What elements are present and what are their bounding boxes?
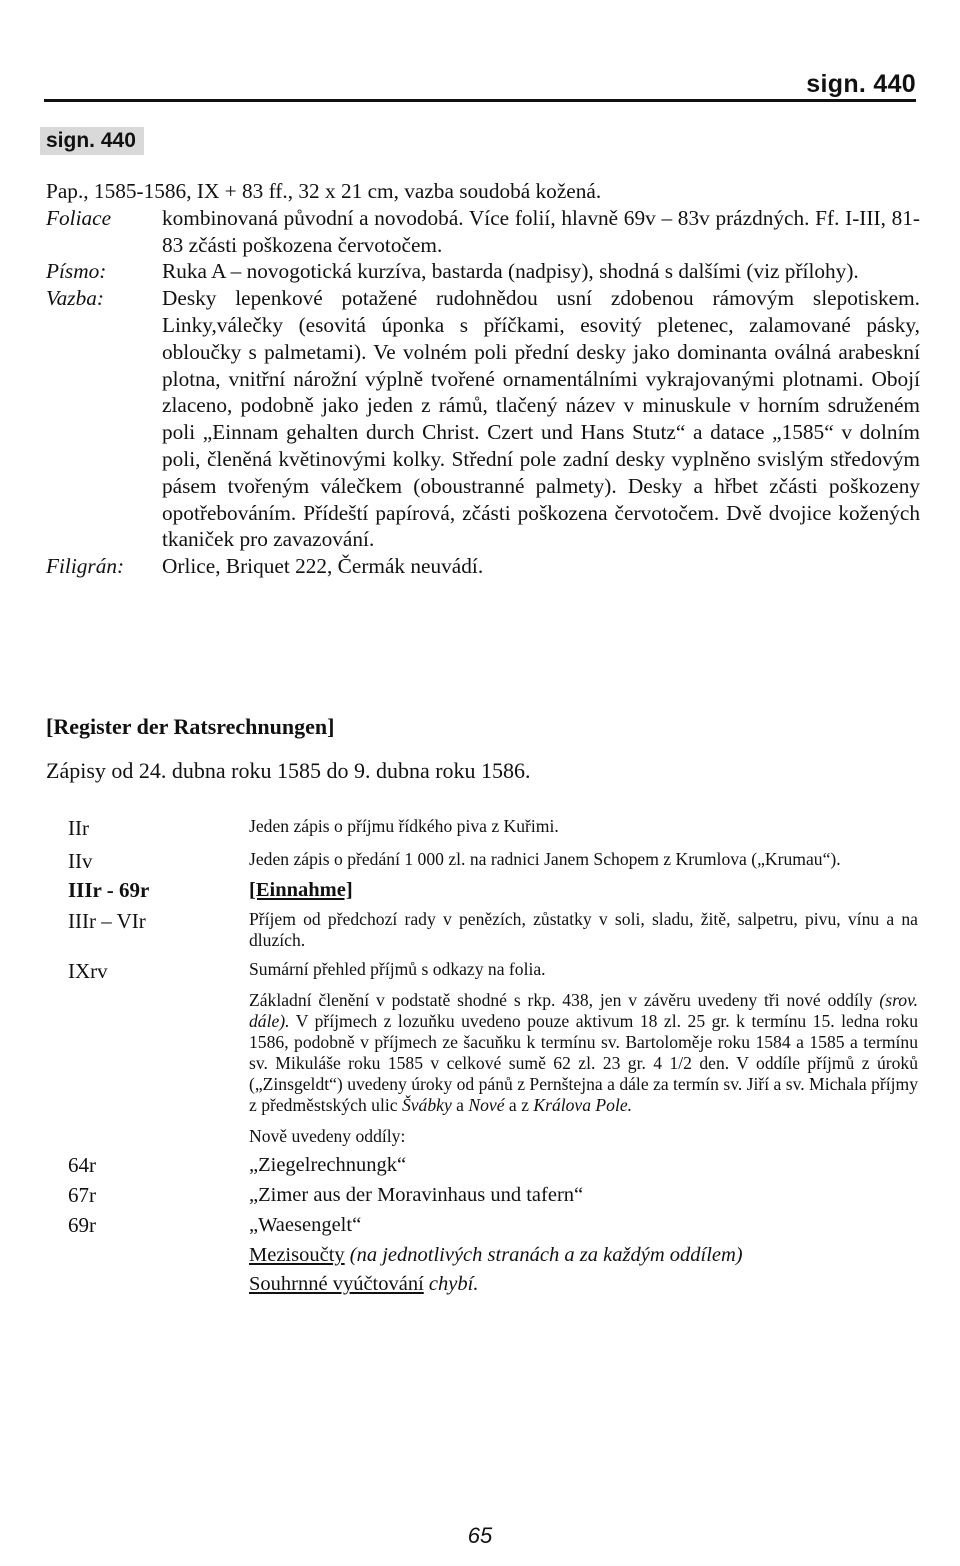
subtotal-note: (na jednotlivých stranách a za každým oddílem) (344, 1244, 743, 1266)
entry-folio (68, 1126, 249, 1147)
subtotal-label: Mezisoučty (249, 1244, 345, 1266)
field-label: Foliace (46, 205, 112, 230)
entry-row (68, 878, 918, 903)
entry-folio: 69r (68, 1213, 96, 1237)
entry-text (249, 1243, 918, 1267)
entry-row (68, 909, 918, 951)
entry-row (68, 1183, 918, 1208)
note-text: Základní členění v podstatě shodné s rkp. 438, jen v závěru uvedeny tři nové oddíly (249, 990, 880, 1010)
summary-label: Souhrnné vyúčtování (249, 1273, 424, 1295)
field-value: Ruka A – novogotická kurzíva, bastarda (nadpisy), shodná s dalšími (viz přílohy). (162, 259, 859, 284)
shelfmark-badge: sign. 440 (40, 127, 144, 155)
entry-folio: IXrv (68, 959, 108, 983)
entry-row (68, 1213, 918, 1238)
page-number: 65 (467, 1523, 493, 1548)
content-entries (68, 816, 918, 1296)
entry-text: Sumární přehled příjmů s odkazy na folia. (249, 959, 546, 979)
running-head: sign. 440 (806, 70, 916, 98)
entry-text: „Waesengelt“ (249, 1214, 362, 1236)
entry-row (68, 990, 918, 1116)
field-watermark (46, 553, 920, 580)
entry-folio (68, 1272, 249, 1296)
entry-folio (68, 1243, 249, 1267)
field-script (46, 258, 920, 285)
field-value: Orlice, Briquet 222, Čermák neuvádí. (162, 554, 484, 579)
entry-row (68, 1153, 918, 1178)
note-text-italic: Králova Pole. (533, 1095, 633, 1115)
field-value: kombinovaná původní a novodobá. Více folií, hlavně 69v – 83v prázdných. Ff. I-III, 81-83 zčásti poškozena červotočem. (162, 205, 920, 257)
entry-row (68, 816, 918, 841)
field-value: Desky lepenkové potažené rudohnědou usní zdobenou rámovým slepotiskem. Linky,válečky (esovitá úponka s příčkami, esovitý pletenec, zalamované pásky, obloučky s palmetami). Ve volném poli přední desky jako dominanta oválná arabeskní plotna, vnitřní nárožní výplně tvořené ornamentálními vykrajovanými plotnami. Obojí zlaceno, podobně jako jeden z rámů, tlačený název v minuskule v horním sdruženém poli „Einnam gehalten durch Christ. Czert und Hans Stutz“ a datace „1585“ v dolním poli, členěná květinovými kolky. Střední pole zadní desky vyplněno svislým středovým pásem tvořeným válečkem (oboustranné palmety). Desky a hřbet zčásti poškozeny opotřebováním. Přídeští papírová, zčásti poškozena červotočem. Dvě dvojice kožených tkaniček pro zavazování. (162, 286, 920, 552)
entry-row (68, 1272, 918, 1296)
entry-row (68, 849, 918, 874)
field-label: Filigrán: (46, 554, 125, 579)
section-heading: [Einnahme] (249, 879, 353, 901)
entry-text: Jeden zápis o příjmu řídkého piva z Kuřimi. (249, 816, 559, 836)
note-text: V příjmech z lozuňku uvedeno pouze aktivum 18 zl. 25 gr. k termínu 15. ledna roku 1586, podobně v příjmech ze šacuňku k termínu sv. Bartoloměje roku 1584 a 1585 a termínu sv. Mikuláše roku 1585 v celkové sumě 62 zl. 23 gr. 4 1/2 den. V oddíle příjmů z úroků („Zinsgeldt“) uvedeny úroky od pánů z Pernštejna a dále za termín sv. Jiří a sv. Michala příjmy z předměstských ulic (249, 1011, 919, 1115)
note-text-italic: Švábky (401, 1095, 452, 1115)
field-foliation (46, 205, 920, 259)
entry-row (68, 959, 918, 984)
field-label: Písmo: (46, 259, 107, 284)
field-binding (46, 285, 920, 553)
register-title: [Register der Ratsrechnungen] (46, 714, 335, 739)
entry-note (249, 990, 918, 1116)
entry-folio: IIr (68, 816, 89, 840)
field-label: Vazba: (46, 286, 104, 311)
note-text: a z (504, 1095, 534, 1115)
entry-text: Nově uvedeny oddíly: (249, 1126, 406, 1146)
note-text: a (451, 1095, 469, 1115)
entry-text (249, 1272, 918, 1296)
header-rule (44, 99, 916, 102)
entry-row (68, 1243, 918, 1267)
manuscript-description (46, 178, 920, 580)
entry-folio (68, 990, 249, 1116)
note-text-italic: Nové (468, 1095, 505, 1115)
entry-text: Příjem od předchozí rady v penězích, zůstatky v soli, sladu, žitě, salpetru, pivu, vínu a na dluzích. (249, 909, 918, 950)
entry-folio: IIIr – VIr (68, 909, 146, 933)
entry-folio: 67r (68, 1183, 96, 1207)
description-intro: Pap., 1585-1586, IX + 83 ff., 32 x 21 cm, vazba soudobá kožená. (46, 179, 602, 203)
entry-folio: 64r (68, 1153, 96, 1177)
entry-folio: IIv (68, 849, 93, 873)
entry-text: „Ziegelrechnungk“ (249, 1154, 407, 1176)
entry-row (68, 1126, 918, 1147)
entry-text: „Zimer aus der Moravinhaus und tafern“ (249, 1184, 584, 1206)
entry-folio: IIIr - 69r (68, 878, 150, 902)
note-text-italic: (srov. dále). (249, 990, 918, 1031)
summary-note: chybí. (423, 1273, 479, 1295)
entry-text: Jeden zápis o předání 1 000 zl. na radnici Janem Schopem z Krumlova („Krumau“). (249, 849, 841, 869)
register-date-range: Zápisy od 24. dubna roku 1585 do 9. dubna roku 1586. (46, 758, 531, 783)
